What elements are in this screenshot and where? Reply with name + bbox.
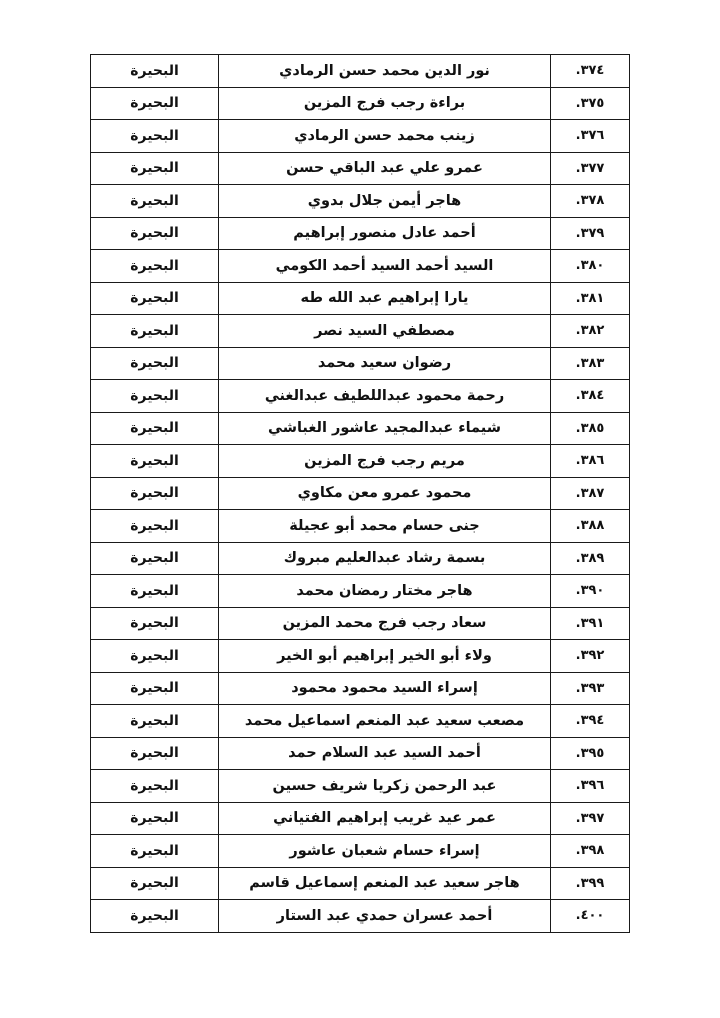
governorate: البحيرة bbox=[91, 87, 219, 120]
row-number: ٣٨٧. bbox=[551, 477, 630, 510]
table-row bbox=[91, 120, 630, 153]
table-row bbox=[91, 705, 630, 738]
table-row bbox=[91, 575, 630, 608]
table-row bbox=[91, 900, 630, 933]
person-name: نور الدين محمد حسن الرمادي bbox=[219, 55, 551, 88]
row-number: ٣٩٠. bbox=[551, 575, 630, 608]
person-name: مريم رجب فرج المزين bbox=[219, 445, 551, 478]
person-name: براءة رجب فرج المزين bbox=[219, 87, 551, 120]
governorate: البحيرة bbox=[91, 477, 219, 510]
governorate: البحيرة bbox=[91, 250, 219, 283]
governorate: البحيرة bbox=[91, 412, 219, 445]
governorate: البحيرة bbox=[91, 347, 219, 380]
person-name: إسراء السيد محمود محمود bbox=[219, 672, 551, 705]
person-name: جنى حسام محمد أبو عجيلة bbox=[219, 510, 551, 543]
table-row bbox=[91, 640, 630, 673]
person-name: السيد أحمد السيد أحمد الكومي bbox=[219, 250, 551, 283]
row-number: ٣٧٥. bbox=[551, 87, 630, 120]
governorate: البحيرة bbox=[91, 705, 219, 738]
governorate: البحيرة bbox=[91, 672, 219, 705]
governorate: البحيرة bbox=[91, 380, 219, 413]
table-row bbox=[91, 835, 630, 868]
governorate: البحيرة bbox=[91, 282, 219, 315]
table-row bbox=[91, 542, 630, 575]
table-row bbox=[91, 445, 630, 478]
governorate: البحيرة bbox=[91, 770, 219, 803]
person-name: رضوان سعيد محمد bbox=[219, 347, 551, 380]
person-name: محمود عمرو معن مكاوي bbox=[219, 477, 551, 510]
person-name: رحمة محمود عبداللطيف عبدالغني bbox=[219, 380, 551, 413]
governorate: البحيرة bbox=[91, 640, 219, 673]
row-number: ٣٩٦. bbox=[551, 770, 630, 803]
table-row bbox=[91, 477, 630, 510]
row-number: ٣٧٨. bbox=[551, 185, 630, 218]
person-name: عبد الرحمن زكريا شريف حسين bbox=[219, 770, 551, 803]
table-row bbox=[91, 607, 630, 640]
table-row bbox=[91, 87, 630, 120]
row-number: ٣٨٠. bbox=[551, 250, 630, 283]
governorate: البحيرة bbox=[91, 120, 219, 153]
person-name: إسراء حسام شعبان عاشور bbox=[219, 835, 551, 868]
person-name: هاجر أيمن جلال بدوي bbox=[219, 185, 551, 218]
governorate: البحيرة bbox=[91, 900, 219, 933]
governorate: البحيرة bbox=[91, 607, 219, 640]
names-table bbox=[90, 54, 630, 933]
table-row bbox=[91, 185, 630, 218]
person-name: زينب محمد حسن الرمادي bbox=[219, 120, 551, 153]
row-number: ٣٩٨. bbox=[551, 835, 630, 868]
table-row bbox=[91, 802, 630, 835]
person-name: عمر عيد غريب إبراهيم الفتياني bbox=[219, 802, 551, 835]
governorate: البحيرة bbox=[91, 445, 219, 478]
governorate: البحيرة bbox=[91, 510, 219, 543]
person-name: أحمد السيد عبد السلام حمد bbox=[219, 737, 551, 770]
table-row bbox=[91, 250, 630, 283]
row-number: ٣٩٧. bbox=[551, 802, 630, 835]
table-row bbox=[91, 737, 630, 770]
row-number: ٣٨١. bbox=[551, 282, 630, 315]
table-row bbox=[91, 412, 630, 445]
person-name: يارا إبراهيم عبد الله طه bbox=[219, 282, 551, 315]
row-number: ٣٨٣. bbox=[551, 347, 630, 380]
row-number: ٣٧٦. bbox=[551, 120, 630, 153]
row-number: ٣٨٢. bbox=[551, 315, 630, 348]
row-number: ٣٩٤. bbox=[551, 705, 630, 738]
row-number: ٣٧٤. bbox=[551, 55, 630, 88]
governorate: البحيرة bbox=[91, 835, 219, 868]
row-number: ٤٠٠. bbox=[551, 900, 630, 933]
governorate: البحيرة bbox=[91, 152, 219, 185]
table-row bbox=[91, 315, 630, 348]
person-name: هاجر سعيد عبد المنعم إسماعيل قاسم bbox=[219, 867, 551, 900]
names-table-body bbox=[91, 55, 630, 933]
governorate: البحيرة bbox=[91, 315, 219, 348]
person-name: أحمد عسران حمدي عبد الستار bbox=[219, 900, 551, 933]
table-row bbox=[91, 672, 630, 705]
person-name: مصعب سعيد عبد المنعم اسماعيل محمد bbox=[219, 705, 551, 738]
person-name: بسمة رشاد عبدالعليم مبروك bbox=[219, 542, 551, 575]
governorate: البحيرة bbox=[91, 867, 219, 900]
table-row bbox=[91, 282, 630, 315]
table-row bbox=[91, 770, 630, 803]
table-row bbox=[91, 217, 630, 250]
row-number: ٣٧٩. bbox=[551, 217, 630, 250]
governorate: البحيرة bbox=[91, 217, 219, 250]
document-page bbox=[90, 54, 630, 933]
row-number: ٣٩١. bbox=[551, 607, 630, 640]
row-number: ٣٨٥. bbox=[551, 412, 630, 445]
row-number: ٣٩٣. bbox=[551, 672, 630, 705]
person-name: سعاد رجب فرج محمد المزين bbox=[219, 607, 551, 640]
row-number: ٣٩٩. bbox=[551, 867, 630, 900]
governorate: البحيرة bbox=[91, 737, 219, 770]
table-row bbox=[91, 152, 630, 185]
governorate: البحيرة bbox=[91, 802, 219, 835]
row-number: ٣٨٤. bbox=[551, 380, 630, 413]
person-name: عمرو علي عبد الباقي حسن bbox=[219, 152, 551, 185]
governorate: البحيرة bbox=[91, 55, 219, 88]
table-row bbox=[91, 867, 630, 900]
table-row bbox=[91, 510, 630, 543]
table-row bbox=[91, 347, 630, 380]
person-name: هاجر مختار رمضان محمد bbox=[219, 575, 551, 608]
row-number: ٣٧٧. bbox=[551, 152, 630, 185]
row-number: ٣٨٨. bbox=[551, 510, 630, 543]
person-name: مصطفي السيد نصر bbox=[219, 315, 551, 348]
table-row bbox=[91, 380, 630, 413]
person-name: أحمد عادل منصور إبراهيم bbox=[219, 217, 551, 250]
governorate: البحيرة bbox=[91, 542, 219, 575]
row-number: ٣٩٢. bbox=[551, 640, 630, 673]
person-name: شيماء عبدالمجيد عاشور الغباشي bbox=[219, 412, 551, 445]
governorate: البحيرة bbox=[91, 575, 219, 608]
person-name: ولاء أبو الخير إبراهيم أبو الخير bbox=[219, 640, 551, 673]
table-row bbox=[91, 55, 630, 88]
row-number: ٣٨٦. bbox=[551, 445, 630, 478]
row-number: ٣٨٩. bbox=[551, 542, 630, 575]
governorate: البحيرة bbox=[91, 185, 219, 218]
row-number: ٣٩٥. bbox=[551, 737, 630, 770]
